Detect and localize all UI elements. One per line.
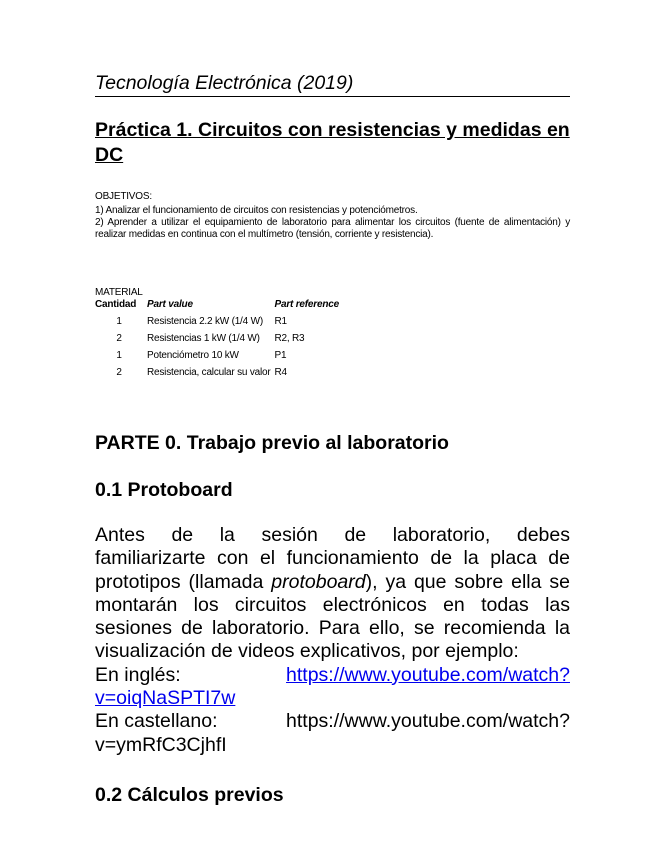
objective-item-1: 1) Analizar el funcionamiento de circuitos con resistencias y potenciómetros.: [95, 205, 418, 216]
spanish-video-url-cont: v=ymRfC3CjhfI: [95, 733, 227, 756]
paragraph-line: visualización de videos explicativos, por ejemplo:: [95, 640, 519, 663]
material-table: [95, 299, 343, 383]
paragraph-line: sesiones de laboratorio. Para ello, se recomienda la: [95, 617, 570, 640]
ref-cell: R1: [274, 316, 287, 327]
paragraph-line: montarán los circuitos electrónicos en todas las: [95, 593, 570, 616]
ref-header: Part reference: [274, 299, 339, 310]
value-header: Part value: [147, 299, 193, 310]
section-heading-parte-0: PARTE 0. Trabajo previo al laboratorio: [95, 432, 449, 454]
paragraph-line: familiarizarte con el funcionamiento de la placa de: [95, 547, 570, 570]
table-row: [95, 315, 343, 332]
qty-cell: 2: [116, 333, 122, 344]
value-cell: Resistencia, calcular su valor: [147, 367, 271, 378]
ref-cell: P1: [274, 350, 287, 361]
material-header-row: [95, 299, 343, 315]
value-cell: Resistencia 2.2 kW (1/4 W): [147, 316, 263, 327]
section-heading-calculos: 0.2 Cálculos previos: [95, 784, 284, 806]
protoboard-paragraph: [95, 524, 570, 757]
spanish-video-row: [95, 710, 570, 733]
spanish-video-row-2: [95, 734, 570, 757]
ref-cell: R4: [274, 367, 287, 378]
english-video-row-2: [95, 687, 570, 710]
table-row: [95, 366, 343, 383]
qty-cell: 1: [116, 316, 122, 327]
table-row: [95, 332, 343, 349]
table-row: [95, 349, 343, 366]
english-video-link[interactable]: https://www.youtube.com/watch?: [286, 663, 570, 686]
english-video-row: [95, 664, 570, 687]
value-cell: Potenciómetro 10 kW: [147, 350, 239, 361]
objectives-list: [95, 205, 570, 241]
english-label: En inglés:: [95, 663, 181, 686]
objective-item-2: 2) Aprender a utilizar el equipamiento de laboratorio para alimentar los circuitos (fuente de alimentación) y realizar medidas en continua con el multímetro (tensión, corriente y resistencia).: [95, 217, 570, 240]
value-cell: Resistencias 1 kW (1/4 W): [147, 333, 260, 344]
qty-header: Cantidad: [95, 299, 137, 310]
english-video-link-cont[interactable]: v=oiqNaSPTI7w: [95, 687, 236, 710]
text-span: ), ya que sobre ella se: [365, 570, 571, 593]
qty-cell: 2: [116, 367, 122, 378]
paragraph-line: [95, 571, 570, 594]
paragraph-line: Antes de la sesión de laboratorio, debes: [95, 524, 570, 546]
spanish-label: En castellano:: [95, 710, 218, 733]
course-header: Tecnología Electrónica (2019): [95, 71, 570, 97]
qty-cell: 1: [116, 350, 122, 361]
practice-title: Práctica 1. Circuitos con resistencias y medidas en DC: [95, 119, 570, 166]
ref-cell: R2, R3: [274, 333, 305, 344]
spanish-video-url: https://www.youtube.com/watch?: [286, 710, 570, 733]
emphasis-protoboard: protoboard: [271, 570, 366, 593]
text-span: prototipos (llamada: [95, 570, 272, 593]
objectives-label: OBJETIVOS:: [95, 191, 152, 202]
material-label: MATERIAL: [95, 287, 143, 298]
section-heading-protoboard: 0.1 Protoboard: [95, 479, 233, 501]
